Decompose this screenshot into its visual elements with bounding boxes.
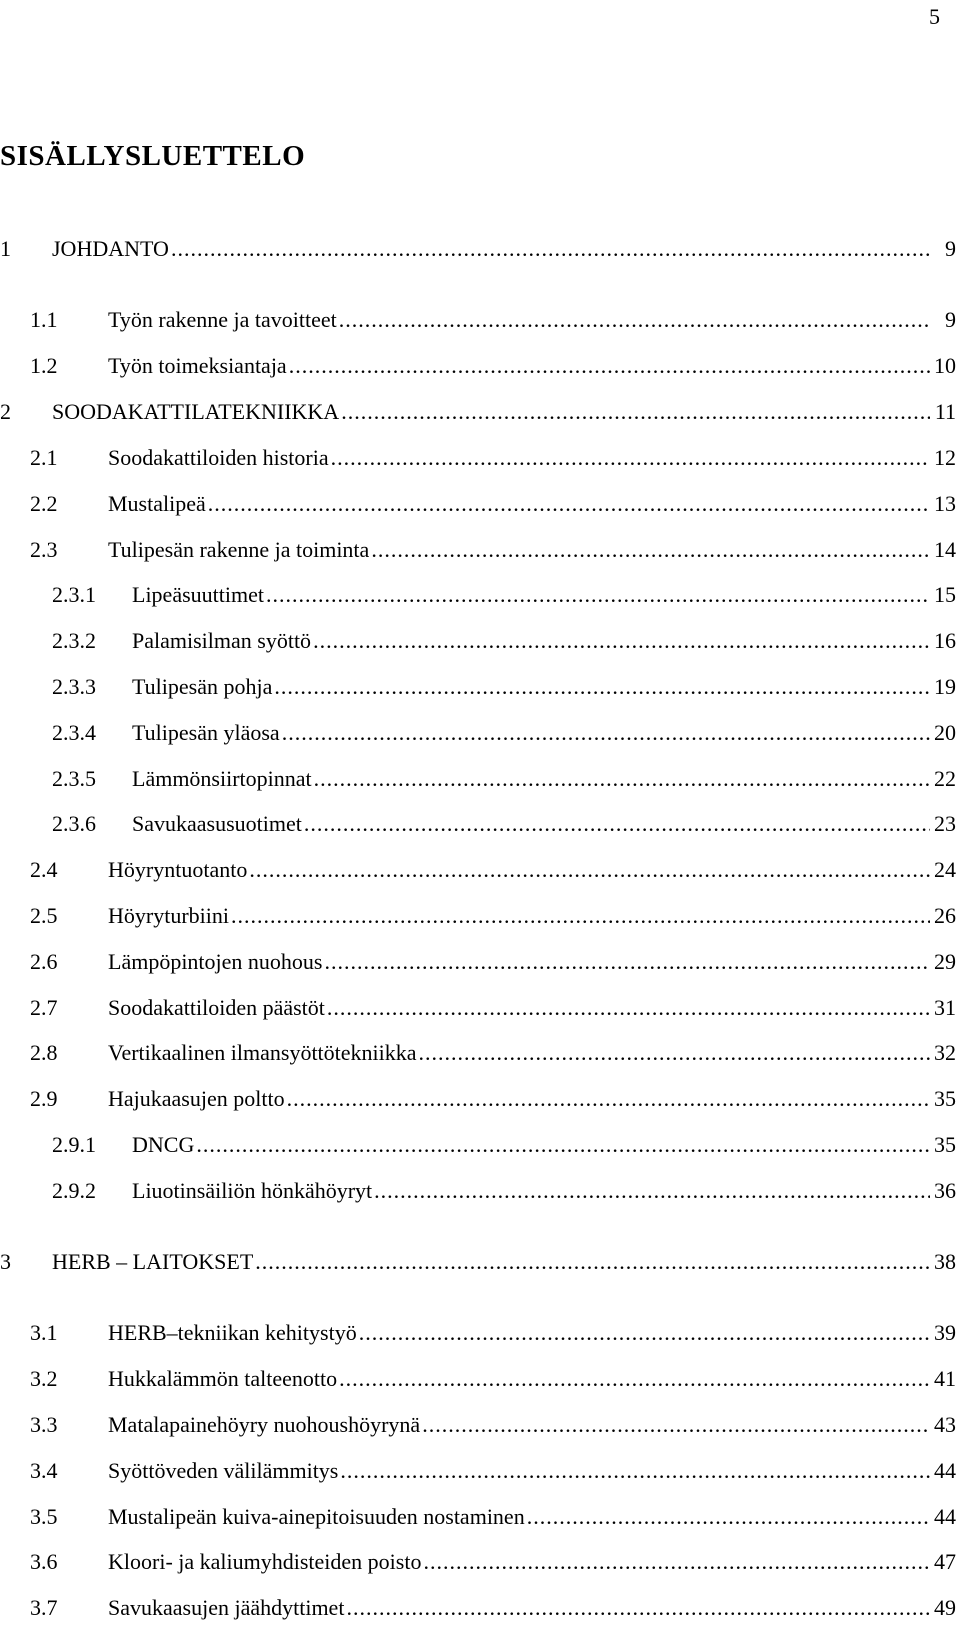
toc-entry-label: Höyryntuotanto	[108, 857, 248, 882]
toc-entry[interactable]	[0, 443, 956, 473]
dot-leader	[339, 305, 930, 335]
toc-entry-label: HERB–tekniikan kehitystyö	[108, 1320, 357, 1345]
toc-entry-label: Soodakattiloiden päästöt	[108, 995, 325, 1020]
dot-leader	[196, 1130, 930, 1160]
dot-leader	[327, 993, 930, 1023]
dot-leader	[314, 764, 930, 794]
toc-entry-number: 3.1	[30, 1320, 58, 1345]
toc-entry-number: 2.8	[30, 1040, 58, 1065]
toc-entry-number: 2.1	[30, 445, 58, 470]
toc-entry[interactable]	[0, 1547, 956, 1577]
toc-entry-label: Lämmönsiirtopinnat	[132, 766, 312, 791]
toc-entry-number: 2.3	[30, 537, 58, 562]
dot-leader	[371, 535, 930, 565]
toc-entry-label: Mustalipeän kuiva-ainepitoisuuden nostaminen	[108, 1504, 525, 1529]
toc-entry-number: 2.4	[30, 857, 58, 882]
toc-entry-number: 2.3.3	[52, 674, 96, 699]
toc-entry[interactable]	[0, 809, 956, 839]
toc-title: SISÄLLYSLUETTELO	[0, 140, 306, 172]
dot-leader	[527, 1502, 930, 1532]
toc-entry-number: 3.6	[30, 1549, 58, 1574]
toc-entry-page: 23	[934, 811, 956, 836]
toc-entry[interactable]	[0, 718, 956, 748]
toc-entry-page: 19	[934, 674, 956, 699]
toc-entry-number: 3.2	[30, 1366, 58, 1391]
toc-entry-page: 13	[934, 491, 956, 516]
toc-entry-page: 24	[934, 857, 956, 882]
toc-entry-number: 2	[0, 399, 11, 424]
toc-entry-label: Vertikaalinen ilmansyöttötekniikka	[108, 1040, 417, 1065]
toc-entry-label: SOODAKATTILATEKNIIKKA	[52, 399, 340, 424]
dot-leader	[255, 1247, 930, 1277]
toc-entry[interactable]	[0, 1593, 956, 1623]
dot-leader	[374, 1176, 930, 1206]
toc-entry-page: 47	[934, 1549, 956, 1574]
toc-entry-label: Mustalipeä	[108, 491, 206, 516]
dot-leader	[287, 1084, 930, 1114]
dot-leader	[171, 234, 930, 264]
toc-entry-label: DNCG	[132, 1132, 195, 1157]
toc-entry-label: Soodakattiloiden historia	[108, 445, 329, 470]
toc-entry-label: JOHDANTO	[52, 236, 169, 261]
toc-entry-number: 1.1	[30, 307, 58, 332]
toc-entry-label: Höyryturbiini	[108, 903, 229, 928]
toc-entry-label: Työn toimeksiantaja	[108, 353, 287, 378]
dot-leader	[231, 901, 930, 931]
toc-entry[interactable]	[0, 397, 956, 427]
toc-entry-label: Syöttöveden välilämmitys	[108, 1458, 339, 1483]
toc-entry-number: 3.4	[30, 1458, 58, 1483]
toc-entry-page: 49	[934, 1595, 956, 1620]
toc-entry-page: 38	[934, 1249, 956, 1274]
toc-entry-number: 2.3.2	[52, 628, 96, 653]
toc-entry-number: 2.7	[30, 995, 58, 1020]
toc-entry[interactable]	[0, 672, 956, 702]
dot-leader	[346, 1593, 930, 1623]
toc-entry[interactable]	[0, 1038, 956, 1068]
dot-leader	[341, 397, 930, 427]
toc-entry-number: 2.3.4	[52, 720, 96, 745]
toc-entry-label: Liuotinsäiliön hönkähöyryt	[132, 1178, 373, 1203]
toc-entry-number: 2.9.1	[52, 1132, 96, 1157]
toc-entry[interactable]	[0, 1176, 956, 1206]
toc-entry-page: 12	[934, 445, 956, 470]
toc-entry-label: Lipeäsuuttimet	[132, 582, 264, 607]
toc-entry-number: 2.9	[30, 1086, 58, 1111]
page-number: 5	[929, 4, 940, 29]
toc-entry-page: 9	[945, 307, 956, 332]
dot-leader	[419, 1038, 930, 1068]
dot-leader	[339, 1364, 930, 1394]
dot-leader	[304, 809, 930, 839]
toc-entry[interactable]	[0, 1318, 956, 1348]
dot-leader	[249, 855, 930, 885]
toc-entry-page: 35	[934, 1086, 956, 1111]
toc-entry[interactable]	[0, 535, 956, 565]
toc-entry-page: 39	[934, 1320, 956, 1345]
toc-entry-page: 11	[934, 399, 956, 424]
toc-entry-label: Hajukaasujen poltto	[108, 1086, 285, 1111]
toc-entry-page: 43	[934, 1412, 956, 1437]
toc-entry-number: 2.5	[30, 903, 58, 928]
toc-entry-label: Kloori- ja kaliumyhdisteiden poisto	[108, 1549, 422, 1574]
toc-entry-page: 29	[934, 949, 956, 974]
dot-leader	[423, 1547, 930, 1577]
toc-entry-label: Tulipesän yläosa	[132, 720, 280, 745]
toc-entry-number: 2.2	[30, 491, 58, 516]
toc-entry[interactable]	[0, 626, 956, 656]
toc-entry-label: Savukaasujen jäähdyttimet	[108, 1595, 345, 1620]
toc-entry-label: Tulipesän rakenne ja toiminta	[108, 537, 370, 562]
toc-entry-number: 2.3.6	[52, 811, 96, 836]
toc-entry[interactable]	[0, 901, 956, 931]
toc-entry[interactable]	[0, 947, 956, 977]
toc-entry-number: 1.2	[30, 353, 58, 378]
toc-entry-number: 3.5	[30, 1504, 58, 1529]
toc-entry[interactable]	[0, 764, 956, 794]
toc-entry-number: 3.7	[30, 1595, 58, 1620]
toc-entry-label: Matalapainehöyry nuohoushöyrynä	[108, 1412, 421, 1437]
toc-entry-number: 2.3.1	[52, 582, 96, 607]
toc-entry[interactable]	[0, 1130, 956, 1160]
toc-entry-number: 2.3.5	[52, 766, 96, 791]
toc-entry-page: 36	[934, 1178, 956, 1203]
toc-entry-label: Hukkalämmön talteenotto	[108, 1366, 338, 1391]
toc-entry-number: 1	[0, 236, 11, 261]
toc-entry[interactable]	[0, 1084, 956, 1114]
toc-entry-page: 26	[934, 903, 956, 928]
toc-entry-number: 3	[0, 1249, 11, 1274]
toc-entry-label: Työn rakenne ja tavoitteet	[108, 307, 337, 332]
toc-entry-page: 14	[934, 537, 956, 562]
toc-entry[interactable]	[0, 855, 956, 885]
toc-entry-label: HERB – LAITOKSET	[52, 1249, 254, 1274]
toc-entry-page: 9	[945, 236, 956, 261]
dot-leader	[340, 1456, 930, 1486]
dot-leader	[274, 672, 930, 702]
toc-entry-number: 2.9.2	[52, 1178, 96, 1203]
toc-entry[interactable]	[0, 489, 956, 519]
dot-leader	[266, 580, 930, 610]
dot-leader	[208, 489, 930, 519]
toc-entry-label: Palamisilman syöttö	[132, 628, 312, 653]
dot-leader	[289, 351, 930, 381]
toc-entry[interactable]	[0, 580, 956, 610]
toc-entry-page: 20	[934, 720, 956, 745]
dot-leader	[422, 1410, 930, 1440]
toc-entry-page: 16	[934, 628, 956, 653]
toc-entry-label: Savukaasusuotimet	[132, 811, 302, 836]
toc-entry[interactable]	[0, 1456, 956, 1486]
toc-entry[interactable]	[0, 1247, 956, 1277]
toc-entry-page: 31	[934, 995, 956, 1020]
toc-entry[interactable]	[0, 305, 956, 335]
dot-leader	[324, 947, 930, 977]
toc-entry-page: 32	[934, 1040, 956, 1065]
toc-entry[interactable]	[0, 993, 956, 1023]
toc-entry[interactable]	[0, 1364, 956, 1394]
toc-entry[interactable]	[0, 1410, 956, 1440]
toc-entry-page: 10	[934, 353, 956, 378]
dot-leader	[313, 626, 930, 656]
toc-entry[interactable]	[0, 1502, 956, 1532]
toc-entry-label: Lämpöpintojen nuohous	[108, 949, 323, 974]
toc-entry-label: Tulipesän pohja	[132, 674, 273, 699]
toc-entry-number: 3.3	[30, 1412, 58, 1437]
toc-entry-number: 2.6	[30, 949, 58, 974]
dot-leader	[282, 718, 930, 748]
toc-entry[interactable]	[0, 234, 956, 264]
toc-entry-page: 44	[934, 1458, 956, 1483]
dot-leader	[359, 1318, 930, 1348]
dot-leader	[331, 443, 930, 473]
toc-entry-page: 44	[934, 1504, 956, 1529]
toc-entry-page: 41	[934, 1366, 956, 1391]
toc-entry[interactable]	[0, 351, 956, 381]
toc-entry-page: 35	[934, 1132, 956, 1157]
toc-entry-page: 15	[934, 582, 956, 607]
toc-entry-page: 22	[934, 766, 956, 791]
